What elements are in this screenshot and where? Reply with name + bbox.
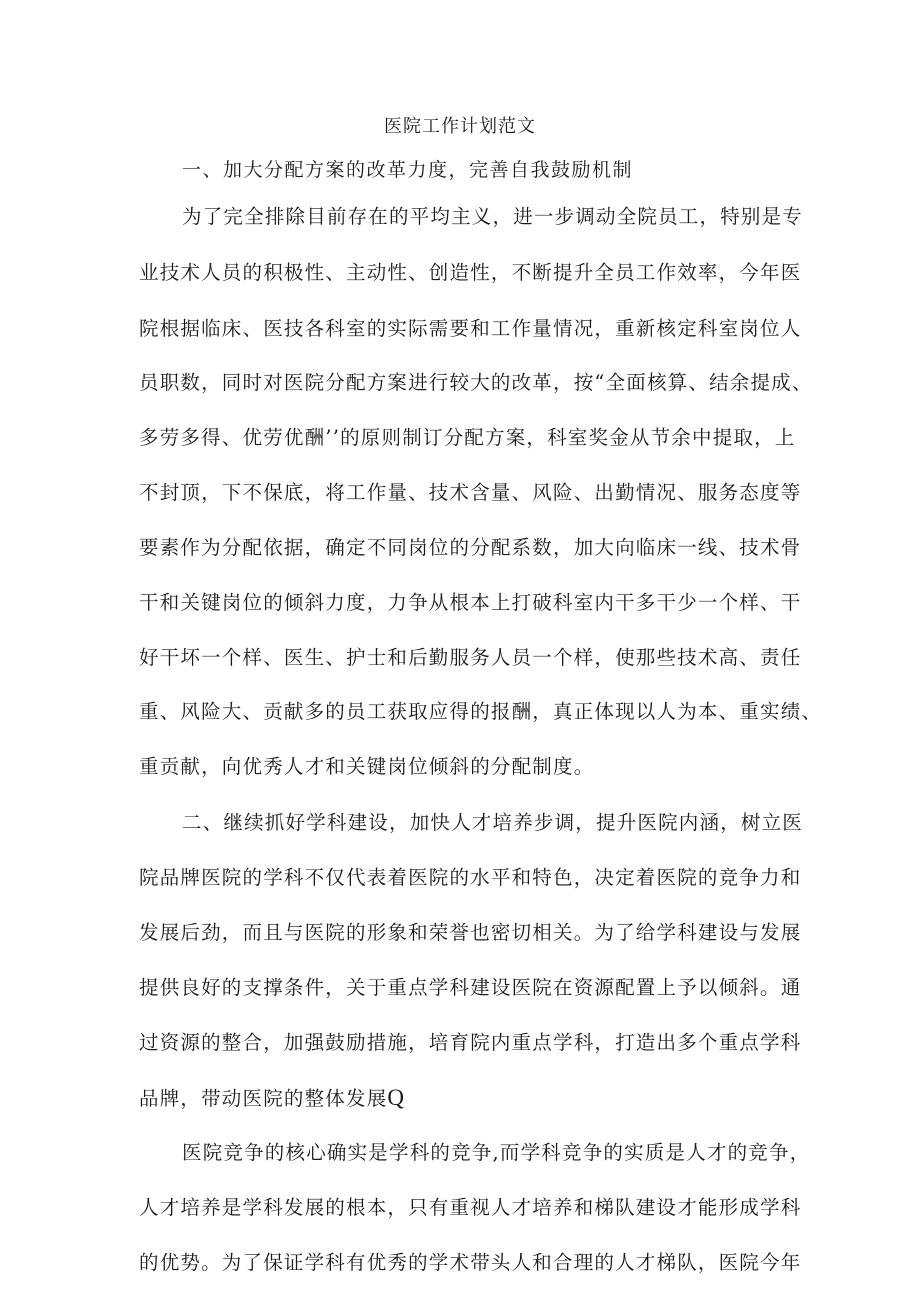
paragraph-line: 好干坏一个样、医生、护士和后勤服务人员一个样，使那些技术高、责任: [139, 646, 802, 669]
paragraph-line: 员职数，同时对医院分配方案进行较大的改革，按“全面核算、结余提成、: [139, 371, 813, 394]
trailing-mark: Q: [387, 1085, 405, 1110]
paragraph-line: 干和关键岗位的倾斜力度，力争从根本上打破科室内干多干少一个样、干: [139, 591, 802, 614]
paragraph-line-text: 品牌，带动医院的整体发展: [139, 1087, 388, 1110]
paragraph-line: 人才培养是学科发展的根本，只有重视人才培养和梯队建设才能形成学科: [139, 1196, 802, 1219]
paragraph-line: 不封顶，下不保底，将工作量、技术含量、风险、出勤情况、服务态度等: [139, 481, 802, 504]
paragraph-line: 院根据临床、医技各科室的实际需要和工作量情况，重新核定科室岗位人: [139, 317, 802, 340]
paragraph-line: 的优势。为了保证学科有优秀的学术带头人和合理的人才梯队，医院今年: [139, 1251, 802, 1274]
paragraph-line: 为了完全排除目前存在的平均主义，进一步调动全院员工，特别是专: [182, 205, 804, 228]
document-title: 医院工作计划范文: [384, 116, 536, 137]
paragraph-line: 业技术人员的积极性、主动性、创造性，不断提升全员工作效率，今年医: [139, 261, 802, 284]
paragraph-line-last: [139, 1083, 404, 1114]
paragraph-line: 发展后劲，而且与医院的形象和荣誉也密切相关。为了给学科建设与发展: [139, 921, 802, 944]
paragraph-line: 重贡献，向优秀人才和关键岗位倾斜的分配制度。: [139, 755, 595, 778]
paragraph-line: 院品牌医院的学科不仅代表着医院的水平和特色，决定着医院的竞争力和: [139, 866, 802, 889]
paragraph-line: 医院竞争的核心确实是学科的竞争,而学科竞争的实质是人才的竞争，: [182, 1141, 811, 1164]
paragraph-line: 要素作为分配依据，确定不同岗位的分配系数，加大向临床一线、技术骨: [139, 536, 802, 559]
paragraph-line: 过资源的整合，加强鼓励措施，培育院内重点学科，打造出多个重点学科: [139, 1031, 802, 1054]
paragraph-line: 多劳多得、优劳优酬’’的原则制订分配方案，科室奖金从节余中提取，上: [139, 426, 796, 449]
paragraph-line: 重、风险大、贡献多的员工获取应得的报酬，真正体现以人为本、重实绩、: [139, 700, 823, 723]
section-heading-1: 一、加大分配方案的改革力度，完善自我鼓励机制: [182, 159, 634, 181]
paragraph-line: 提供良好的支撑条件，关于重点学科建设医院在资源配置上予以倾斜。通: [139, 976, 802, 999]
paragraph-line: 二、继续抓好学科建设，加快人才培养步调，提升医院内涵，树立医: [182, 811, 804, 834]
